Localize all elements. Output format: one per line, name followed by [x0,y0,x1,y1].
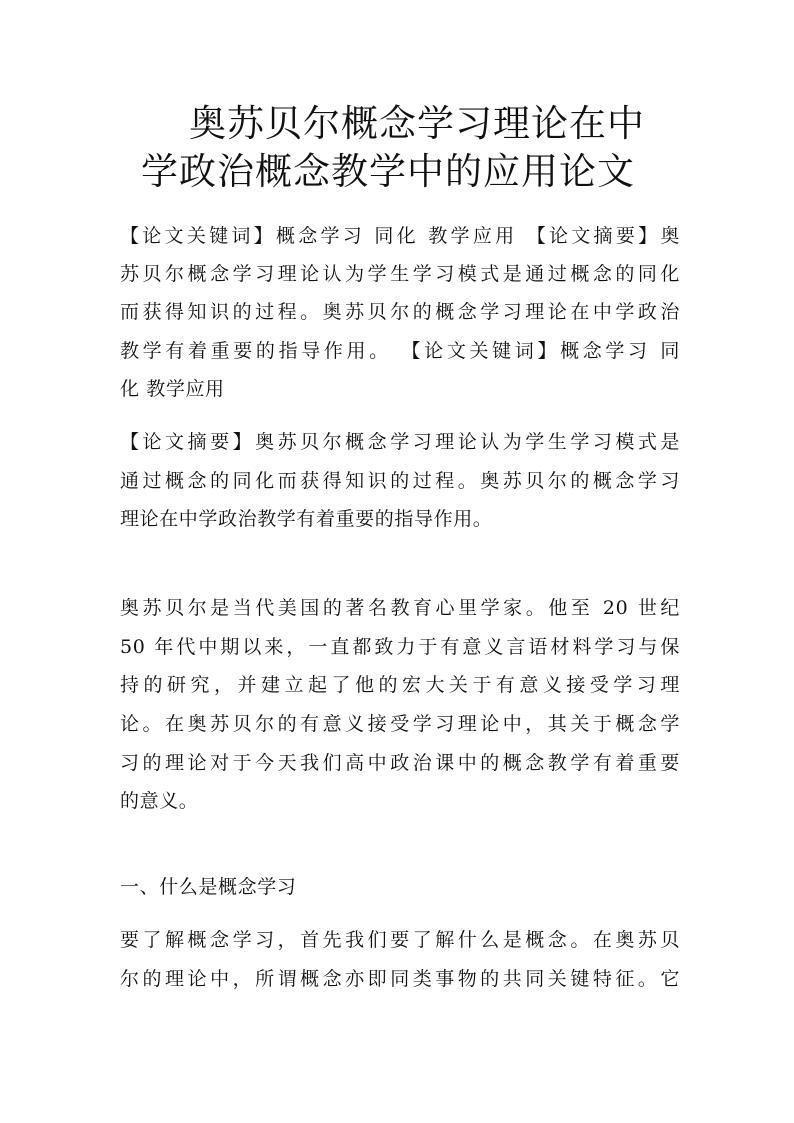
document-title-line-1: 奥苏贝尔概念学习理论在中 [189,102,645,145]
abstract-line-1: 【论文关键词】概念学习 同化 教学应用 【论文摘要】奥 [120,225,680,247]
section-line-1: 要了解概念学习，首先我们要了解什么是概念。在奥苏贝 [120,929,680,951]
summary-line-3: 理论在中学政治教学有着重要的指导作用。 [120,508,493,530]
body-line-1: 奥苏贝尔是当代美国的著名教育心里学家。他至 20 世纪 [120,597,680,619]
body-line-4: 论。在奥苏贝尔的有意义接受学习理论中，其关于概念学 [120,713,680,735]
section-line-2: 尔的理论中，所谓概念亦即同类事物的共同关键特征。它 [120,968,680,990]
summary-line-2: 通过概念的同化而获得知识的过程。奥苏贝尔的概念学习 [120,470,680,492]
body-line-5: 习的理论对于今天我们高中政治课中的概念教学有着重要 [120,752,680,774]
summary-line-1: 【论文摘要】奥苏贝尔概念学习理论认为学生学习模式是 [120,431,680,453]
body-line-6: 的意义。 [120,790,199,812]
abstract-line-4: 教学有着重要的指导作用。 【论文关键词】概念学习 同 [120,340,680,362]
document-title-line-2: 学政治概念教学中的应用论文 [141,150,635,193]
body-line-2: 50 年代中期以来，一直都致力于有意义言语材料学习与保 [120,636,680,658]
abstract-line-2: 苏贝尔概念学习理论认为学生学习模式是通过概念的同化 [120,263,680,285]
abstract-line-3: 而获得知识的过程。奥苏贝尔的概念学习理论在中学政治 [120,301,680,323]
body-line-3: 持的研究，并建立起了他的宏大关于有意义接受学习理 [120,674,680,696]
abstract-line-5: 化 教学应用 [120,378,225,400]
section-heading: 一、什么是概念学习 [120,876,297,898]
